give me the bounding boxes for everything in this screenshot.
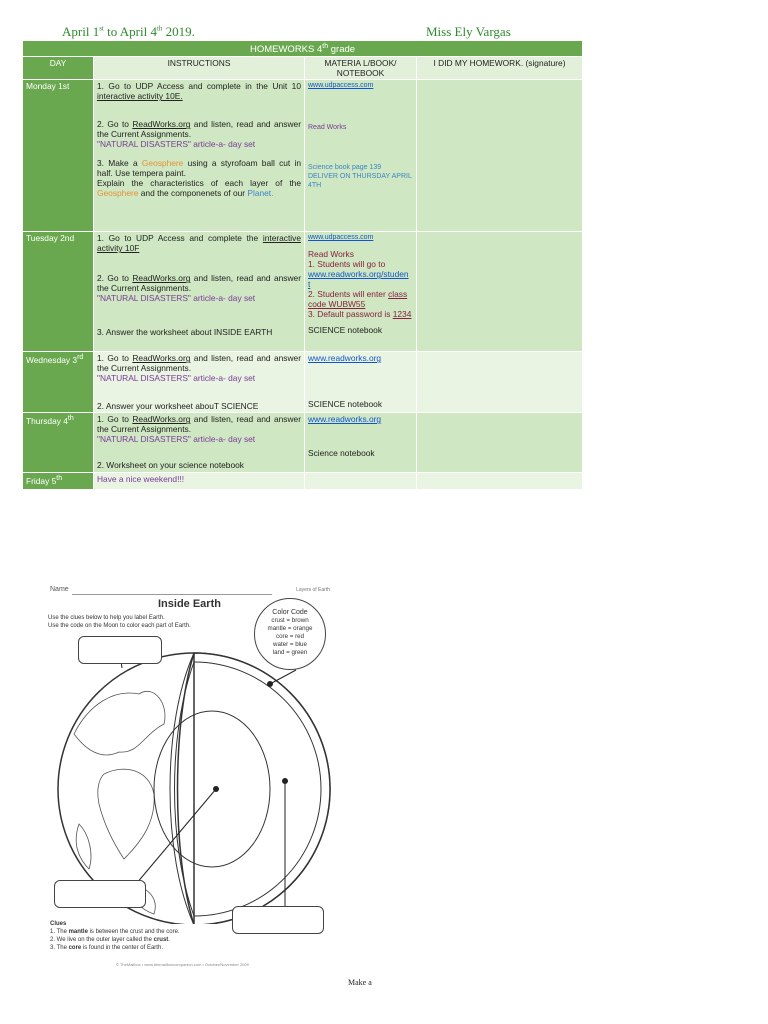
readworks-link[interactable]: ReadWorks.org (132, 414, 191, 425)
udpaccess-link[interactable]: www.udpaccess.com (308, 82, 374, 90)
instructions-monday: 1. Go to UDP Access and complete in the Unit 10 interactive activity 10E. 2. Go to ReadWorks.org and listen, read and answer the Current Assignments. "NATURAL DISASTERS" article-a- day set 3. Make a Geosphere using a styrofoam ball cut in half. Use tempera paint. Explain the characteristics of each layer of the Geosphere and the componenets of our Planet. (94, 80, 305, 232)
material-wednesday: www.readworks.org SCIENCE notebook (305, 352, 417, 413)
day-cell-wednesday: Wednesday 3rd (23, 352, 94, 413)
activity-link[interactable]: interactive activity 10E. (97, 91, 183, 102)
day-cell-thursday: Thursday 4th (23, 413, 94, 473)
bottom-text: Make a (348, 978, 372, 987)
material-monday (305, 80, 417, 232)
column-header-instructions: INSTRUCTIONS (94, 57, 305, 80)
teacher-name: Miss Ely Vargas (426, 24, 511, 39)
inside-earth-worksheet (44, 584, 334, 976)
worksheet-footer: © TheMailbox • www.themailboxcompanion.com • October/November 2009 (116, 962, 249, 967)
material-friday (305, 473, 417, 490)
instructions-wednesday: 1. Go to ReadWorks.org and listen, read and answer the Current Assignments. "NATURAL DISASTERS" article-a- day set 2. Answer your worksheet abouT SCIENCE (94, 352, 305, 413)
readworks-student-link[interactable]: www.readworks.org/studen t (308, 269, 409, 290)
signature-thursday[interactable] (417, 413, 583, 473)
material-readworks: Read Works (308, 124, 347, 132)
color-code-moon: Color Code crust = brown mantle = orange core = red water = blue land = green (254, 598, 326, 670)
column-header-signature: I DID MY HOMEWORK. (signature) (417, 57, 583, 80)
readworks-link[interactable]: ReadWorks.org (132, 119, 191, 130)
instructions-thursday: 1. Go to ReadWorks.org and listen, read and answer the Current Assignments. "NATURAL DISASTERS" article-a- day set 2. Worksheet on your science notebook (94, 413, 305, 473)
readworks-link[interactable]: ReadWorks.org (132, 273, 191, 284)
udpaccess-link[interactable]: www.udpaccess.com (308, 234, 374, 242)
instructions-tuesday: 1. Go to UDP Access and complete the interactive activity 10F 2. Go to ReadWorks.org and listen, read and answer the Current Assignments. "NATURAL DISASTERS" article-a- day set 3. Answer the worksheet about INSIDE EARTH (94, 232, 305, 352)
clues-list: Clues 1. The mantle is between the crust and the core. 2. We live on the outer layer called the crust. 3. The core is found in the center of Earth. (50, 921, 180, 951)
signature-monday[interactable] (417, 80, 583, 232)
column-header-material: MATERIA L/BOOK/ NOTEBOOK (305, 57, 417, 80)
name-label: Name (50, 586, 69, 593)
day-cell-friday: Friday 5th (23, 473, 94, 490)
label-box-left[interactable] (54, 880, 146, 908)
material-science-book: Science book page 139 (308, 164, 382, 172)
day-cell-monday: Monday 1st (23, 80, 94, 232)
activity-link[interactable]: interactive activity 10F (97, 233, 302, 254)
table-row (23, 413, 583, 473)
table-title: HOMEWORKS 4th grade (23, 41, 583, 57)
label-box-top[interactable] (78, 636, 162, 664)
column-header-day: DAY (23, 57, 94, 80)
worksheet-title: Inside Earth (158, 598, 221, 610)
label-box-right[interactable] (232, 906, 324, 934)
day-cell-tuesday: Tuesday 2nd (23, 232, 94, 352)
readworks-link[interactable]: www.readworks.org (308, 414, 382, 425)
readworks-link[interactable]: www.readworks.org (308, 353, 382, 364)
worksheet-subtitle: Layers of Earth (296, 587, 330, 593)
signature-tuesday[interactable] (417, 232, 583, 352)
instructions-friday: Have a nice weekend!!! (94, 473, 305, 490)
table-row (23, 352, 583, 413)
worksheet-instructions: Use the clues below to help you label Earth. Use the code on the Moon to color each part of Earth. (48, 615, 191, 629)
table-row (23, 80, 583, 232)
homework-table (22, 40, 583, 490)
table-row (23, 473, 583, 490)
material-deliver: DELIVER ON THURSDAY APRIL 4TH (308, 173, 412, 190)
material-thursday: www.readworks.org Science notebook (305, 413, 417, 473)
table-row (23, 232, 583, 352)
signature-friday[interactable] (417, 473, 583, 490)
readworks-link[interactable]: ReadWorks.org (132, 353, 191, 364)
signature-wednesday[interactable] (417, 352, 583, 413)
date-range-header: April 1st to April 4th 2019. (62, 24, 195, 39)
material-tuesday: www.udpaccess.com Read Works 1. Students will go to www.readworks.org/studen t 2. Students will enter class code WUBW55 3. Default password is 1234 SCIENCE notebook (305, 232, 417, 352)
